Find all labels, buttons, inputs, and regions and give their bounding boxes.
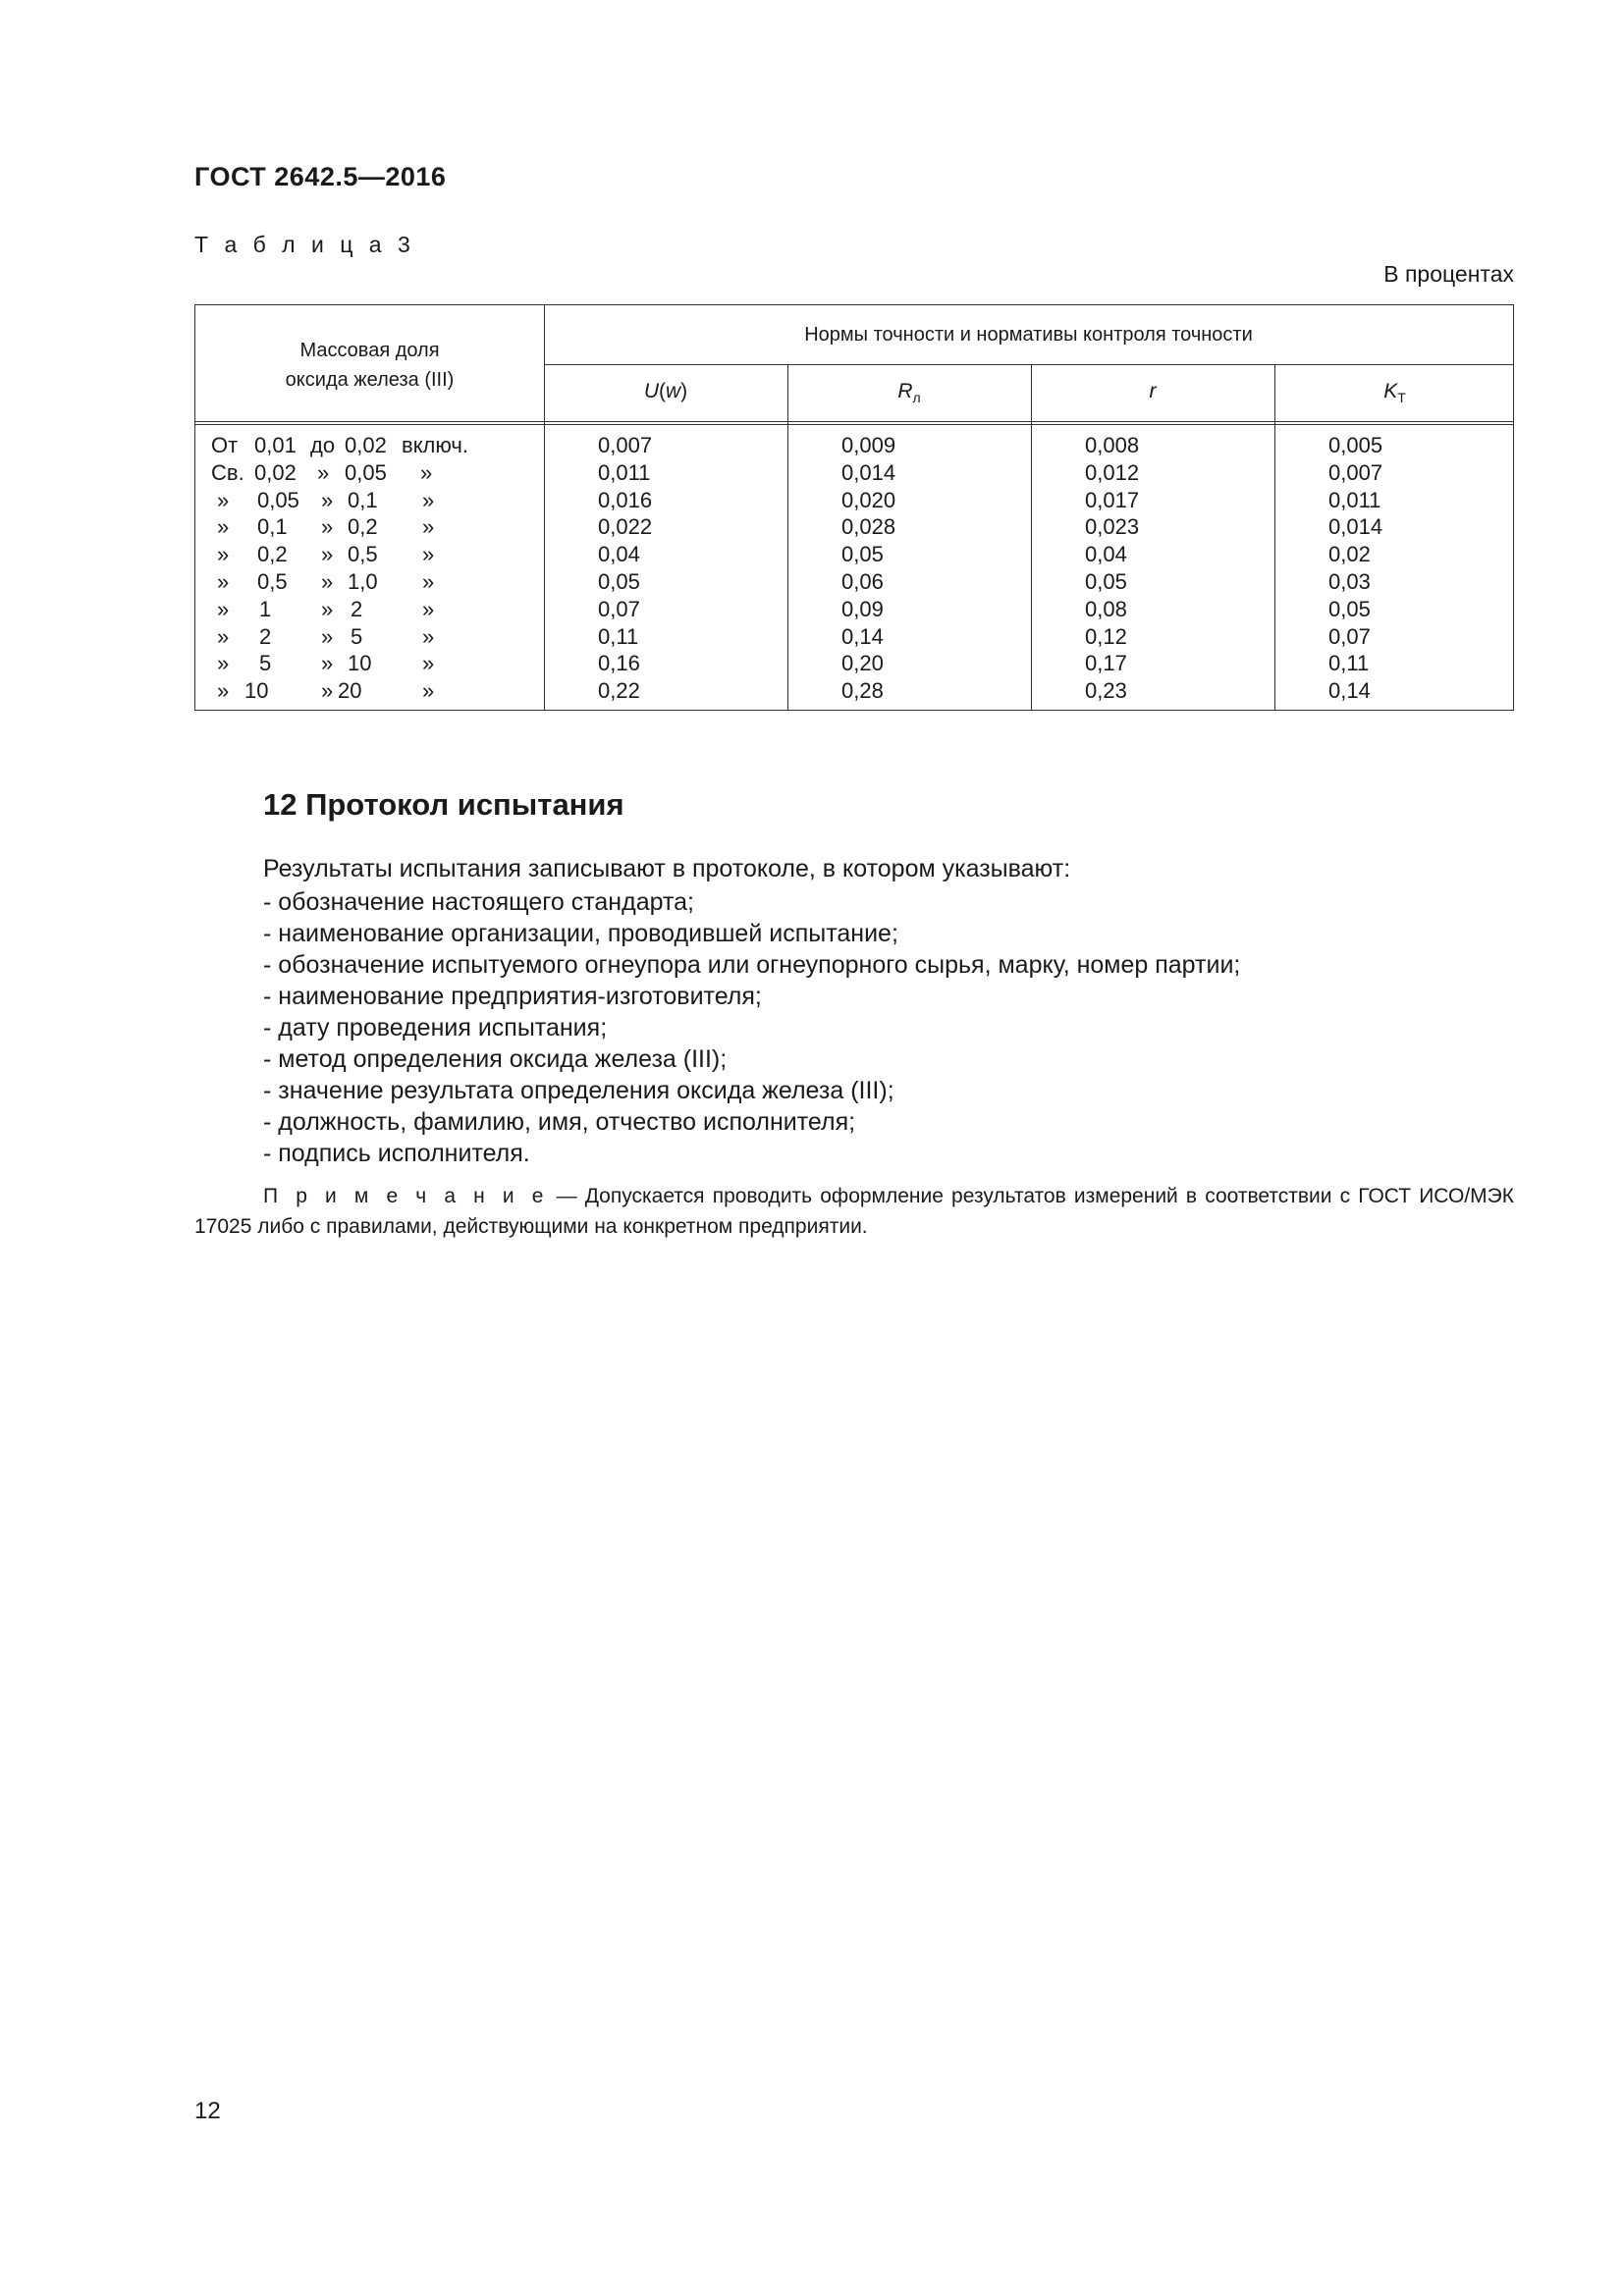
range-suffix: »: [422, 487, 435, 512]
range-suffix: »: [422, 568, 435, 594]
range-sep: »: [321, 514, 334, 540]
range-prefix: От: [211, 433, 239, 457]
cell-k: 0,014: [1328, 514, 1383, 540]
cell-rl: 0,14: [841, 623, 884, 649]
range-suffix: включ.: [402, 433, 468, 457]
column-header-u: U(w): [643, 380, 688, 402]
range-from: 0,5: [257, 568, 288, 594]
range-to: 5: [351, 623, 363, 649]
table-header-divider: [195, 421, 1513, 425]
cell-k: 0,14: [1328, 678, 1371, 704]
range-suffix: »: [422, 651, 435, 676]
range-to: 0,1: [348, 487, 378, 512]
range-to: 0,2: [348, 514, 378, 540]
table-body: [195, 432, 1513, 705]
list-item: - обозначение испытуемого огнеупора или огнеупорного сырья, марку, номер партии;: [263, 951, 1241, 979]
range-prefix: »: [217, 678, 230, 704]
range-from: 0,02: [254, 459, 297, 485]
cell-u: 0,16: [598, 651, 640, 676]
range-from: 0,1: [257, 514, 288, 540]
cell-rl: 0,020: [841, 487, 896, 512]
range-to: 2: [351, 596, 363, 621]
cell-u: 0,011: [598, 459, 651, 485]
range-suffix: »: [420, 459, 433, 485]
cell-rl: 0,28: [841, 678, 884, 704]
cell-rl: 0,05: [841, 542, 884, 567]
cell-r: 0,023: [1085, 514, 1140, 540]
range-to: 10: [348, 651, 372, 676]
range-sep: »: [321, 678, 334, 704]
table-row: [195, 623, 1513, 651]
range-from: 10: [244, 678, 269, 704]
table-row: [195, 596, 1513, 623]
cell-k: 0,007: [1328, 459, 1383, 485]
range-from: 1: [259, 596, 272, 621]
range-from: 5: [259, 651, 272, 676]
column-header-rl: $R_л$: [897, 380, 921, 405]
cell-u: 0,11: [598, 623, 639, 649]
cell-r: 0,008: [1085, 433, 1140, 457]
cell-r: 0,12: [1085, 623, 1127, 649]
table-divider: [544, 364, 1513, 365]
cell-u: 0,016: [598, 487, 653, 512]
cell-u: 0,022: [598, 514, 653, 540]
range-prefix: »: [217, 542, 230, 567]
table-row: [195, 568, 1513, 596]
column-header-k: $K_Т$: [1383, 380, 1406, 405]
cell-rl: 0,009: [841, 433, 896, 457]
column-header-r: r: [1149, 380, 1157, 402]
table-row: [195, 459, 1513, 487]
section-title: 12 Протокол испытания: [263, 787, 624, 822]
section-intro: Результаты испытания записывают в протоколе, в котором указывают:: [263, 855, 1071, 882]
note-label: П р и м е ч а н и е: [263, 1185, 549, 1207]
table-row: [195, 487, 1513, 514]
table-caption: Т а б л и ц а 3: [194, 232, 415, 257]
cell-r: 0,23: [1085, 678, 1127, 704]
cell-k: 0,05: [1328, 596, 1371, 621]
range-to: 20: [338, 678, 362, 704]
cell-r: 0,05: [1085, 568, 1127, 594]
range-to: 0,02: [345, 433, 387, 457]
cell-rl: 0,06: [841, 568, 884, 594]
range-suffix: »: [422, 542, 435, 567]
column-header-line: оксида железа (III): [285, 369, 455, 391]
list-item: - значение результата определения оксида железа (III);: [263, 1077, 894, 1104]
page-number: 12: [194, 2098, 221, 2124]
cell-k: 0,005: [1328, 433, 1383, 457]
range-from: 2: [259, 623, 272, 649]
note-paragraph: [194, 1181, 1514, 1242]
list-item: - наименование предприятия-изготовителя;: [263, 983, 762, 1010]
cell-u: 0,07: [598, 596, 640, 621]
range-suffix: »: [422, 596, 435, 621]
range-sep: »: [321, 596, 334, 621]
range-from: 0,05: [257, 487, 299, 512]
range-prefix: »: [217, 623, 230, 649]
cell-u: 0,05: [598, 568, 640, 594]
range-to: 0,05: [345, 459, 387, 485]
range-suffix: »: [422, 623, 435, 649]
list-item: - дату проведения испытания;: [263, 1014, 608, 1041]
cell-rl: 0,014: [841, 459, 896, 485]
range-suffix: »: [422, 514, 435, 540]
cell-u: 0,04: [598, 542, 640, 567]
cell-r: 0,17: [1085, 651, 1127, 676]
document-header: ГОСТ 2642.5—2016: [194, 162, 447, 191]
list-item: - наименование организации, проводившей испытание;: [263, 920, 898, 947]
cell-r: 0,012: [1085, 459, 1140, 485]
table-row: [195, 432, 1513, 459]
column-header-mass-fraction: [195, 336, 544, 395]
table-units: В процентах: [1383, 261, 1514, 287]
range-prefix: »: [217, 651, 230, 676]
range-prefix: Св.: [211, 459, 244, 485]
range-sep: »: [321, 568, 334, 594]
list-item: - подпись исполнителя.: [263, 1140, 530, 1167]
cell-rl: 0,028: [841, 514, 896, 540]
group-header-accuracy: Нормы точности и нормативы контроля точности: [804, 324, 1253, 346]
range-sep: »: [321, 487, 334, 512]
table-row: [195, 650, 1513, 677]
cell-k: 0,02: [1328, 542, 1371, 567]
cell-r: 0,017: [1085, 487, 1140, 512]
list-item: - метод определения оксида железа (III);: [263, 1045, 728, 1073]
column-header-line: Массовая доля: [299, 340, 440, 361]
range-sep: »: [317, 459, 330, 485]
range-from: 0,2: [257, 542, 288, 567]
range-to: 0,5: [348, 542, 378, 567]
table-row: [195, 677, 1513, 705]
range-sep: »: [321, 651, 334, 676]
range-sep: »: [321, 623, 334, 649]
range-suffix: »: [422, 678, 435, 704]
list-item: - обозначение настоящего стандарта;: [263, 888, 694, 916]
cell-r: 0,08: [1085, 596, 1127, 621]
range-to: 1,0: [348, 568, 378, 594]
table-row: [195, 541, 1513, 568]
accuracy-table: [194, 304, 1514, 711]
cell-u: 0,22: [598, 678, 640, 704]
range-prefix: »: [217, 568, 230, 594]
cell-rl: 0,09: [841, 596, 884, 621]
cell-r: 0,04: [1085, 542, 1127, 567]
protocol-items-list: [263, 886, 1240, 1169]
list-item: - должность, фамилию, имя, отчество исполнителя;: [263, 1108, 856, 1136]
cell-u: 0,007: [598, 433, 653, 457]
note-text: — Допускается проводить оформление результатов измерений в соответствии с ГОСТ ИСО/МЭК 17025 либо с правилами, действующими на конкретном предприятии.: [194, 1185, 1514, 1238]
range-from: 0,01: [254, 433, 297, 457]
cell-k: 0,011: [1328, 487, 1381, 512]
table-row: [195, 513, 1513, 541]
range-prefix: »: [217, 596, 230, 621]
cell-k: 0,03: [1328, 568, 1371, 594]
range-prefix: »: [217, 514, 230, 540]
cell-rl: 0,20: [841, 651, 884, 676]
cell-k: 0,07: [1328, 623, 1371, 649]
range-prefix: »: [217, 487, 230, 512]
range-sep: »: [321, 542, 334, 567]
cell-k: 0,11: [1328, 651, 1370, 676]
range-sep: до: [310, 433, 336, 457]
